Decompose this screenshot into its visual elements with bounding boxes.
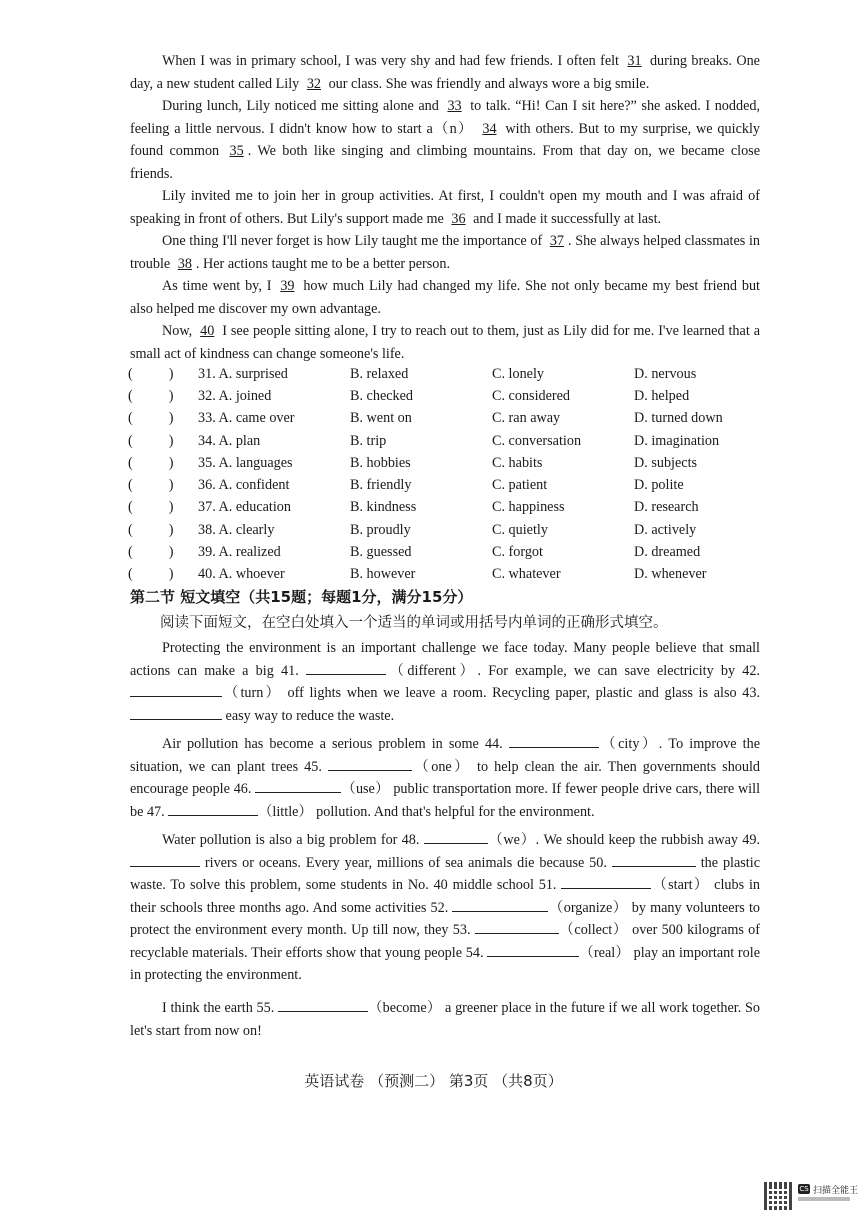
bracket-close: ) [168, 432, 174, 449]
option-c: C. considered [492, 387, 571, 404]
option-b: B. however [350, 566, 416, 583]
option-a: A. joined [218, 387, 272, 404]
question-option-a [198, 541, 350, 563]
question-number: 31. [198, 365, 219, 382]
numbered-blank: 34 [482, 120, 497, 137]
option-row [128, 519, 754, 541]
passage2-paragraph-3 [130, 829, 760, 987]
option-row [128, 408, 754, 430]
option-row [128, 385, 754, 407]
text-run: rivers or oceans. Every year, millions of sea animals die because 50. [200, 854, 612, 871]
question-option-a [198, 452, 350, 474]
option-d: D. helped [634, 387, 690, 404]
option-c: C. lonely [492, 365, 545, 382]
question-number: 33. [198, 410, 219, 427]
passage1-paragraph-1 [130, 50, 760, 95]
text-run: how much Lily had changed my life. She not only became my best friend but also helped me discover my own advantage. [130, 278, 760, 317]
question-option-a [198, 497, 350, 519]
options-table [128, 363, 754, 586]
bracket-close: ) [168, 544, 174, 561]
bracket-close: ) [168, 566, 174, 583]
answer-line[interactable] [509, 733, 599, 748]
question-number: 32. [198, 387, 219, 404]
bracket-close: ) [168, 499, 174, 516]
option-c: C. habits [492, 454, 543, 471]
option-c: C. whatever [492, 566, 561, 583]
numbered-blank: 39 [280, 278, 295, 294]
question-option-a [198, 408, 350, 430]
text-run: with others. But to my surprise, we quickly found common [130, 120, 760, 159]
option-b: B. relaxed [350, 365, 409, 382]
answer-bracket[interactable] [128, 452, 198, 474]
bracket-open: ( [128, 566, 133, 583]
badge-subtext-bar [798, 1197, 850, 1201]
option-a: A. languages [218, 454, 293, 471]
bracket-open: ( [128, 365, 133, 382]
question-number: 39. [198, 544, 219, 561]
text-run: （city）. To improve the situation, we can plant trees 45. [130, 736, 761, 775]
numbered-blank: 36 [451, 210, 466, 227]
numbered-blank: 38 [177, 255, 192, 272]
answer-line[interactable] [328, 756, 412, 771]
text-run: （one） to help clean the air. Then governments should encourage people 46. [130, 758, 761, 797]
text-run: our class. She was friendly and always wore a big smile. [325, 75, 650, 92]
text-run: Air pollution has become a serious problem in some 44. [162, 736, 509, 752]
bracket-close: ) [168, 521, 174, 538]
option-d: D. whenever [634, 566, 707, 583]
question-number: 35. [198, 454, 219, 471]
option-b: B. friendly [350, 477, 412, 494]
answer-line[interactable] [475, 919, 559, 934]
option-b: B. guessed [350, 544, 412, 561]
text-run: （become） a greener place in the future if we all work together. So let's start from now on! [130, 1000, 760, 1039]
answer-bracket[interactable] [128, 363, 198, 385]
option-a: A. realized [218, 544, 281, 561]
numbered-blank: 35 [229, 143, 244, 159]
text-run: One thing I'll never forget is how Lily taught me the importance of [162, 233, 546, 249]
option-d: D. actively [634, 521, 697, 538]
option-d: D. research [634, 499, 699, 516]
option-row [128, 474, 754, 496]
option-c: C. happiness [492, 499, 565, 516]
text-run: during breaks. One day, a new student called Lily [130, 53, 760, 92]
text-run: and I made it successfully at last. [469, 210, 662, 227]
option-c: C. quietly [492, 521, 548, 538]
answer-bracket[interactable] [128, 564, 198, 586]
text-run: Now, [162, 323, 197, 339]
option-c: C. patient [492, 477, 548, 494]
option-row [128, 452, 754, 474]
option-a: A. confident [218, 477, 290, 494]
section-2-instruction: 阅读下面短文，在空白处填入一个适当的单词或用括号内单词的正确形式填空。 [160, 615, 668, 631]
text-run: Lily invited me to join her in group activities. At first, I couldn't open my mouth and I was afraid of speaking in front of others. But Lily's support made me [130, 188, 760, 227]
answer-line[interactable] [130, 852, 200, 867]
text-run: the plastic waste. To solve this problem, some students in No. 40 middle school 51. [130, 854, 760, 893]
option-c: C. ran away [492, 410, 561, 427]
text-run: When I was in primary school, I was very shy and had few friends. I often felt [162, 53, 624, 69]
text-run: （collect） over 500 kilograms of recyclable materials. Their efforts show that young people 54. [130, 922, 760, 961]
answer-line[interactable] [612, 852, 696, 867]
answer-bracket[interactable] [128, 385, 198, 407]
text-run: easy way to reduce the waste. [222, 707, 395, 724]
bracket-close: ) [168, 454, 174, 471]
text-run: （organize） by many volunteers to protect the environment every month. Up till now, they 53. [130, 899, 760, 938]
option-b: B. hobbies [350, 454, 411, 471]
qr-code-icon [764, 1182, 792, 1210]
bracket-open: ( [128, 454, 133, 471]
option-d: D. subjects [634, 454, 698, 471]
option-c: C. forgot [492, 544, 543, 561]
scanner-app-name: 扫描全能王 [813, 1186, 859, 1196]
option-row [128, 363, 754, 385]
option-b: B. kindness [350, 499, 417, 516]
scanner-watermark [758, 1180, 859, 1214]
text-run: （start） clubs in their schools three months ago. And some activities 52. [130, 877, 760, 916]
answer-line[interactable] [278, 997, 368, 1012]
option-d: D. imagination [634, 432, 720, 449]
option-d: D. dreamed [634, 544, 701, 561]
option-b: B. checked [350, 387, 414, 404]
text-run: （real） play an important role in protecting the environment. [130, 944, 760, 983]
text-run: . We both like singing and climbing mountains. From that day on, we became close friends. [130, 143, 760, 182]
passage1-paragraph-3 [130, 185, 760, 230]
page-footer: 英语试卷 （预测二） 第3页 （共8页） [304, 1072, 563, 1090]
answer-line[interactable] [561, 874, 651, 889]
answer-line[interactable] [168, 801, 258, 816]
passage2-paragraph-4 [130, 997, 760, 1042]
option-row [128, 430, 754, 452]
passage2-paragraph-2 [130, 733, 760, 823]
numbered-blank: 37 [549, 233, 564, 249]
option-a: A. plan [218, 432, 261, 449]
question-option-a [198, 363, 350, 385]
bracket-open: ( [128, 410, 133, 427]
question-number: 38. [198, 521, 219, 538]
answer-bracket[interactable] [128, 519, 198, 541]
bracket-open: ( [128, 499, 133, 516]
option-d: D. nervous [634, 365, 697, 382]
answer-line[interactable] [255, 778, 341, 793]
passage2-paragraph-1 [130, 637, 760, 727]
bracket-close: ) [168, 387, 174, 404]
option-c: C. conversation [492, 432, 582, 449]
option-b: B. went on [350, 410, 412, 427]
option-row [128, 564, 754, 586]
bracket-close: ) [168, 365, 174, 382]
bracket-open: ( [128, 521, 133, 538]
passage1-paragraph-5 [130, 275, 760, 320]
numbered-blank: 33 [447, 98, 462, 114]
bracket-open: ( [128, 387, 133, 404]
section-2-title: 第二节 短文填空（共15题；每题1分，满分15分） [130, 588, 473, 606]
text-run: I think the earth 55. [162, 1000, 279, 1016]
option-d: D. turned down [634, 410, 723, 427]
question-option-a [198, 519, 350, 541]
question-option-a [198, 564, 350, 586]
answer-line[interactable] [130, 682, 222, 697]
question-number: 34. [198, 432, 219, 449]
text-run: （different）. For example, we can save electricity by 42. [385, 662, 760, 679]
cs-logo-icon: CS [799, 1185, 809, 1193]
bracket-close: ) [168, 477, 174, 494]
answer-line[interactable] [130, 705, 222, 720]
answer-line[interactable] [487, 942, 579, 957]
text-run: （little） pollution. And that's helpful for the environment. [258, 803, 595, 820]
option-a: A. came over [218, 410, 295, 427]
text-run: （we）. We should keep the rubbish away 49. [487, 832, 760, 848]
text-run: （turn） off lights when we leave a room. Recycling paper, plastic and glass is also 43. [222, 685, 760, 701]
option-a: A. education [218, 499, 291, 516]
option-row [128, 541, 754, 563]
question-option-a [198, 430, 350, 452]
option-d: D. polite [634, 477, 684, 494]
answer-bracket[interactable] [128, 497, 198, 519]
bracket-open: ( [128, 477, 133, 494]
option-a: A. whoever [218, 566, 285, 583]
numbered-blank: 31 [627, 53, 642, 69]
question-option-a [198, 385, 350, 407]
text-run: （use） public transportation more. If fewer people drive cars, there will be 47. [130, 781, 761, 820]
passage1-paragraph-4 [130, 230, 760, 275]
answer-line[interactable] [306, 660, 386, 675]
question-number: 36. [198, 477, 219, 494]
answer-bracket[interactable] [128, 408, 198, 430]
question-option-a [198, 474, 350, 496]
text-run: Water pollution is also a big problem for 48. [162, 832, 424, 848]
numbered-blank: 40 [200, 323, 215, 339]
answer-line[interactable] [424, 829, 488, 844]
passage1-paragraph-2 [130, 95, 760, 185]
bracket-close: ) [168, 410, 174, 427]
text-run: . She always helped classmates in trouble [130, 233, 760, 272]
answer-bracket[interactable] [128, 541, 198, 563]
text-run: As time went by, I [162, 278, 277, 294]
option-a: A. clearly [218, 521, 275, 538]
option-b: B. trip [350, 432, 387, 449]
answer-line[interactable] [452, 897, 548, 912]
text-run: During lunch, Lily noticed me sitting alone and [162, 98, 444, 114]
text-run: to talk. “Hi! Can I sit here?” she asked. I nodded, feeling a little nervous. I didn't know how to start a（n） [130, 98, 761, 137]
bracket-open: ( [128, 432, 133, 449]
answer-bracket[interactable] [128, 430, 198, 452]
passage1-paragraph-6 [130, 320, 760, 365]
text-run: . Her actions taught me to be a better person. [195, 255, 451, 272]
bracket-open: ( [128, 544, 133, 561]
option-a: A. surprised [218, 365, 288, 382]
numbered-blank: 32 [306, 75, 322, 92]
text-run: I see people sitting alone, I try to reach out to them, just as Lily did for me. I've learned that a small act of kindness can change someone's life. [130, 323, 760, 362]
question-number: 37. [198, 499, 219, 516]
option-row [128, 497, 754, 519]
question-number: 40. [198, 566, 219, 583]
text-run: Protecting the environment is an important challenge we face today. Many people believe that small actions can make a big 41. [130, 640, 760, 679]
answer-bracket[interactable] [128, 474, 198, 496]
option-b: B. proudly [350, 521, 411, 538]
